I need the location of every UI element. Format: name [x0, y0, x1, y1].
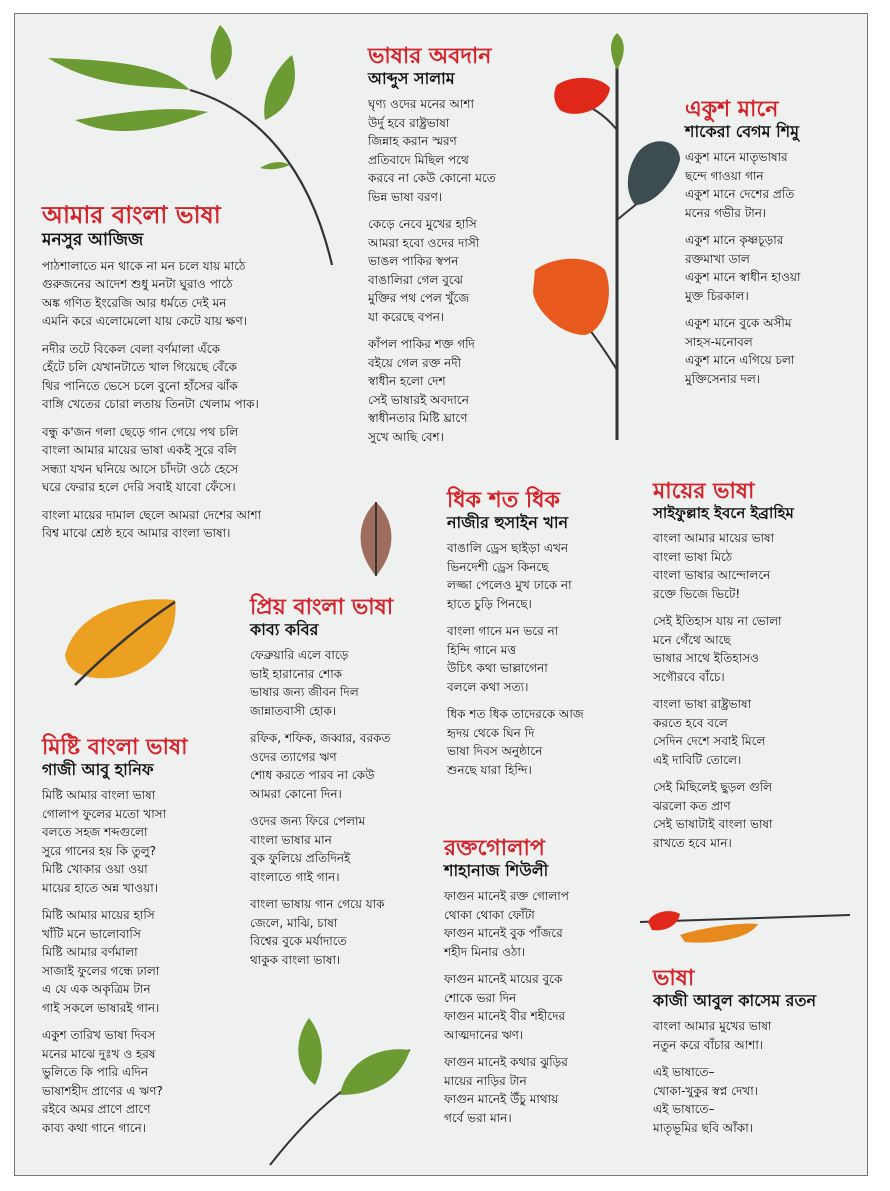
- poem-line: রক্তমাখা ডাল: [685, 251, 750, 266]
- poem-title: মায়ের ভাষা: [653, 479, 755, 504]
- stanza: [42, 786, 187, 897]
- poem-author: কাব্য কবির: [250, 620, 319, 640]
- stanza: [42, 257, 261, 331]
- branch-with-leaves-illustration: [545, 30, 695, 445]
- poem-dhik-shoto-dhik: [447, 488, 584, 788]
- poem-line: একুশ মানে কৃষ্ণচূড়ার: [685, 233, 784, 248]
- poem-line: রফিক, শফিক, জব্বার, বরকত: [250, 731, 391, 746]
- poem-line: মিষ্টি আমার মায়ের হাসি: [42, 908, 155, 923]
- poem-line: রক্তে ভিজে ভিটে!: [653, 586, 741, 601]
- poem-line: সেদিন দেশে সবাই মিলে: [653, 734, 766, 749]
- stanza: [368, 215, 496, 326]
- poem-line: বাংলা ভাষার মান: [250, 832, 332, 847]
- poem-line: একুশ মানে বুকে অসীম: [685, 316, 792, 331]
- poem-author: কাজী আবুল কাসেম রতন: [653, 991, 817, 1011]
- stanza: [250, 646, 393, 720]
- poem-line: ওদের জন্য ফিরে পেলাম: [250, 814, 366, 829]
- poem-line: খাঁটি মনে ভালোবাসি: [42, 926, 141, 941]
- poem-line: বাংলা গানে মন ভরে না: [447, 624, 559, 639]
- stanza: [444, 1053, 569, 1127]
- poem-line: বুক ফুলিয়ে প্রতিদিনই: [250, 851, 351, 866]
- poem-title: ভাষার অবদান: [368, 44, 492, 69]
- stanza: [685, 148, 800, 222]
- poem-title: প্রিয় বাংলা ভাষা: [250, 595, 394, 620]
- poem-line: স্বাধীন হলো দেশ: [368, 374, 446, 389]
- poem-line: এমনি করে এলোমেলো যায় কেটে যায় ক্ষণ।: [42, 314, 248, 329]
- poem-line: গাই সকলে ভাষারই গান।: [42, 1000, 160, 1015]
- poem-line: ভাঙল পাকির স্বপন: [368, 254, 459, 269]
- poem-body: [250, 646, 393, 969]
- poem-bhasha: [653, 966, 816, 1146]
- poem-line: গোলাপ ফুলের মতো খাসা: [42, 806, 167, 821]
- poem-author: আব্দুস সালাম: [368, 69, 455, 89]
- poem-line: লজ্জা পেলেও মুখ ঢাকে না: [447, 578, 572, 593]
- poem-line: মনে গেঁথে আছে: [653, 632, 731, 647]
- poem-line: ভাষার জন্য জীবন দিল: [250, 685, 359, 700]
- poem-line: করবে না কেউ কোনো মতে: [368, 171, 496, 186]
- poem-line: বাংলা ভাষায় গান গেয়ে যাক: [250, 897, 385, 912]
- poem-line: বাঙালিরা গেল বুঝে: [368, 272, 463, 287]
- poem-line: হৃদয় থেকে ঘিন দি: [447, 725, 535, 740]
- stanza: [653, 778, 794, 852]
- poem-line: মায়ের হাতে অন্ন খাওয়া।: [42, 880, 158, 895]
- poem-line: আত্মদানের ঋণ।: [444, 1027, 524, 1042]
- poem-line: অঙ্ক গণিত ইংরেজি আর ধর্মতে দেই মন: [42, 295, 227, 310]
- poem-line: গর্বে ভরা মান।: [444, 1110, 512, 1125]
- poem-line: বাঙ্গি খেতের চোরা লতায় তিনটা খেলাম পাক।: [42, 397, 259, 412]
- poem-line: একুশ মানে মাতৃভাষার: [685, 150, 788, 165]
- poem-line: শোধ করতে পারব না কেউ: [250, 768, 375, 783]
- stanza: [42, 423, 261, 497]
- poem-line: শহীদ মিনার ওঠা।: [444, 944, 526, 959]
- poem-body: [653, 1017, 816, 1137]
- poem-priyo-bangla-bhasha: [250, 595, 393, 978]
- poem-line: একুশ মানে এগিয়ে চলা: [685, 353, 795, 368]
- poem-line: এই দাবিটি তোলে।: [653, 752, 742, 767]
- poem-line: ভাই হারানোর শোক: [250, 666, 343, 681]
- stanza: [250, 895, 393, 969]
- poem-author: গাজী আবু হানিফ: [42, 760, 154, 780]
- poem-line: সেই ইতিহাস যায় না ভোলা: [653, 614, 782, 629]
- poem-line: হেঁটে চলি যেখানটাতে খাল গিয়েছে বেঁকে: [42, 360, 237, 375]
- poem-line: বাঙালি ড্রেস ছাইড়া এখন: [447, 541, 569, 556]
- stanza: [42, 506, 261, 543]
- poem-line: শুনছে যারা হিন্দি।: [447, 762, 532, 777]
- poem-line: সেই ভাষারই অবদানে: [368, 392, 469, 407]
- poem-line: ঘরে ফেরার হলে দেরি সবাই যাবো ফেঁসে।: [42, 480, 236, 495]
- poem-line: মনের মাঝে দুঃখ ও হরষ: [42, 1046, 156, 1061]
- poem-line: থির পানিতে ভেসে চলে বুনো হাঁসের ঝাঁক: [42, 378, 238, 393]
- poem-line: রইবে অমর প্রাণে প্রাণে: [42, 1102, 151, 1117]
- poem-line: এই ভাষাতে–: [653, 1065, 715, 1080]
- stanza: [447, 539, 584, 613]
- poem-author: শাকেরা বেগম শিমু: [685, 122, 800, 142]
- poem-body: [42, 257, 261, 543]
- poem-line: মায়ের নাড়ির টান: [444, 1073, 527, 1088]
- poem-line: উর্দু হবে রাষ্ট্রভাষা: [368, 115, 450, 130]
- poem-line: মিষ্টি আমার বর্ণমালা: [42, 945, 138, 960]
- poem-line: একুশ মানে দেশের প্রতি: [685, 187, 795, 202]
- stanza: [653, 1063, 816, 1137]
- stanza: [685, 314, 800, 388]
- poem-line: বাংলা আমার মুখের ভাষা: [653, 1019, 772, 1034]
- poem-line: মাতৃভূমির ছবি আঁকা।: [653, 1120, 753, 1135]
- stanza: [653, 529, 794, 603]
- poem-line: সাজাই ফুলের গন্ধে ঢালা: [42, 963, 160, 978]
- poem-mishti-bangla-bhasha: [42, 735, 187, 1146]
- poem-author: সাইফুল্লাহ ইবনে ইব্রাহিম: [653, 504, 794, 523]
- poem-bhashar-obodan: [368, 44, 496, 455]
- poem-line: সগৌরবে বাঁচে।: [653, 669, 725, 684]
- poem-line: সুরে গানের হয় কি তুলু?: [42, 843, 157, 858]
- stanza: [42, 340, 261, 414]
- poem-line: কাঁপল পাকির শক্ত গদি: [368, 337, 475, 352]
- stanza: [368, 335, 496, 446]
- poem-line: ভিন্ন ভাষা বরণ।: [368, 189, 443, 204]
- poem-line: বাংলা আমার মায়ের ভাষা: [653, 531, 775, 546]
- poem-line: পাঠশালাতে মন থাকে না মন চলে যায় মাঠে: [42, 258, 246, 273]
- poem-line: মুক্তির পথ পেল খুঁজে: [368, 291, 470, 306]
- poem-line: মিষ্টি খোকার ওয়া ওয়া: [42, 862, 148, 877]
- poem-line: বাংলা ভাষার আন্দোলনে: [653, 568, 771, 583]
- poem-line: বাংলাতে গাই গান।: [250, 869, 340, 884]
- poem-line: বিশ্বের বুকে মর্যাদাতে: [250, 934, 347, 949]
- poem-line: বাংলা ভাষা মিঠে: [653, 549, 733, 564]
- poem-line: এ যে এক অকৃত্রিম টান: [42, 982, 151, 997]
- poem-line: ওদের ত্যাগের ঋণ: [250, 749, 337, 764]
- poem-amar-bangla-bhasha: [42, 202, 261, 552]
- stanza: [250, 812, 393, 886]
- poem-line: বাংলা ভাষা রাষ্ট্রভাষা: [653, 697, 752, 712]
- green-sprig-bottom-illustration: [265, 1010, 415, 1170]
- poem-body: [447, 539, 584, 779]
- poem-line: ধিক শত ধিক তাদেরকে আজ: [447, 707, 584, 722]
- poem-line: নতুন করে বাঁচার আশা।: [653, 1037, 764, 1052]
- stanza: [42, 1026, 187, 1137]
- poem-line: উচিৎ কথা ভাল্লাগেনা: [447, 661, 548, 676]
- poem-author: মনসুর আজিজ: [42, 229, 144, 250]
- poem-line: সাহস-মনোবল: [685, 334, 753, 349]
- poem-line: জেলে, মাঝি, চাষা: [250, 915, 338, 930]
- poem-line: সেই ভাষাটাই বাংলা ভাষা: [653, 817, 773, 832]
- poem-body: [444, 887, 569, 1127]
- orange-leaf-illustration: [55, 590, 185, 700]
- stanza: [653, 1017, 816, 1054]
- poem-line: ঘৃণ্য ওদের মনের আশা: [368, 97, 474, 112]
- poem-line: ফাগুন মানেই মায়ের বুকে: [444, 972, 563, 987]
- poem-title: রক্তগোলাপ: [444, 836, 545, 861]
- poem-line: মুক্তিসেনার দল।: [685, 371, 761, 386]
- poem-title: ভাষা: [653, 966, 695, 991]
- poem-author: নাজীর হুসাইন খান: [447, 513, 569, 533]
- stanza: [447, 622, 584, 696]
- stanza: [444, 887, 569, 961]
- poem-line: আমরা কোনো দিন।: [250, 786, 342, 801]
- poem-line: বিশ্ব মাঝে শ্রেষ্ঠ হবে আমার বাংলা ভাষা।: [42, 526, 231, 541]
- brown-leaf-illustration: [350, 500, 402, 580]
- poem-line: মুক্ত চিরকাল।: [685, 288, 749, 303]
- poem-roktogolap: [444, 836, 569, 1136]
- poem-line: থাকুক বাংলা ভাষা।: [250, 952, 341, 967]
- poem-line: একুশ তারিখ ভাষা দিবস: [42, 1028, 156, 1043]
- poem-line: হিন্দি গানে মত্ত: [447, 642, 517, 657]
- poem-line: ভাষা দিবস অনুষ্ঠানে: [447, 744, 543, 759]
- poem-line: সন্ধ্যা যখন ঘনিয়ে আসে চাঁদটা ওঠে হেসে: [42, 461, 239, 476]
- poem-body: [685, 148, 800, 388]
- poem-line: মিষ্টি আমার বাংলা ভাষা: [42, 788, 156, 803]
- poem-line: খোকা-খুকুর স্বপ্ন দেখা।: [653, 1083, 758, 1098]
- poem-line: বলতে সহজ শব্দগুলো: [42, 825, 148, 840]
- poem-title: মিষ্টি বাংলা ভাষা: [42, 735, 188, 760]
- poem-line: বললে কথা সত্য।: [447, 679, 529, 694]
- poem-body: [653, 529, 794, 852]
- poem-title: একুশ মানে: [685, 97, 779, 122]
- poem-line: এই ভাষাতে–: [653, 1102, 715, 1117]
- stanza: [653, 612, 794, 686]
- poem-line: ভিনদেশী ড্রেস কিনছে: [447, 559, 549, 574]
- poem-line: মনের গভীর টান।: [685, 205, 767, 220]
- poem-line: সেই মিছিলেই ছুড়ল গুলি: [653, 780, 773, 795]
- stanza: [444, 970, 569, 1044]
- poem-line: রাখতে হবে মান।: [653, 835, 732, 850]
- stanza: [653, 695, 794, 769]
- poem-line: ভুলিতে কি পারি এদিন: [42, 1065, 149, 1080]
- poem-line: ছন্দে গাওয়া গান: [685, 168, 764, 183]
- poem-body: [42, 786, 187, 1137]
- poem-line: ফাগুন মানেই রক্ত গোলাপ: [444, 889, 569, 904]
- poem-line: ফাগুন মানেই কথার ঝুড়ির: [444, 1055, 568, 1070]
- poem-line: কেড়ে নেবে মুখের হাসি: [368, 217, 477, 232]
- poem-line: জান্নাতবাসী হোক।: [250, 703, 337, 718]
- poem-line: ঝরলো কত প্রাণ: [653, 798, 731, 813]
- poem-line: নদীর তটে বিকেল বেলা বর্ণমালা এঁকে: [42, 341, 221, 356]
- poem-line: বন্ধু ক'জন গলা ছেড়ে গান গেয়ে পথ চলি: [42, 424, 239, 439]
- poem-ekush-mane: [685, 97, 800, 397]
- poem-line: করতে হবে বলে: [653, 715, 728, 730]
- poem-line: ফাগুন মানেই বীর শহীদের: [444, 1009, 566, 1024]
- poem-line: শোকে ভরা দিন: [444, 990, 517, 1005]
- poem-author: শাহানাজ শিউলী: [444, 861, 549, 881]
- poem-line: বাংলা আমার মায়ের ভাষা একই সুরে বলি: [42, 443, 237, 458]
- poem-line: গুরুজনের আদেশ শুধু মনটা ঘুরাও পাঠে: [42, 277, 233, 292]
- poem-line: জিন্নাহ করান স্মরণ: [368, 134, 457, 149]
- poem-line: ভাষার সাথে ইতিহাসও: [653, 651, 759, 666]
- poem-title: আমার বাংলা ভাষা: [42, 201, 221, 229]
- poem-line: আমরা হবো ওদের দাসী: [368, 235, 480, 250]
- poem-line: বাংলা মায়ের দামাল ছেলে আমরা দেশের আশা: [42, 507, 262, 522]
- poem-line: প্রতিবাদে মিছিল পথে: [368, 152, 469, 167]
- poem-line: একুশ মানে স্বাধীন হাওয়া: [685, 270, 801, 285]
- poem-title: ধিক শত ধিক: [447, 488, 560, 513]
- poem-line: থোকা থোকা ফোঁটা: [444, 907, 535, 922]
- poem-line: যা করেছে বপন।: [368, 309, 445, 324]
- poem-line: বইয়ে গেল রক্ত নদী: [368, 355, 462, 370]
- poem-line: সুখে আছি বেশ।: [368, 429, 444, 444]
- poem-line: হাতে চুড়ি পিনছে।: [447, 596, 532, 611]
- stanza: [250, 729, 393, 803]
- poem-line: কাব্য কথা গানে গানে।: [42, 1120, 147, 1135]
- poem-line: ফাগুন মানেই বুক পাঁজরে: [444, 926, 563, 941]
- red-orange-leaf-illustration: [640, 900, 860, 950]
- stanza: [368, 95, 496, 206]
- poem-line: ফাগুন মানেই উঁচু মাথায়: [444, 1092, 559, 1107]
- stanza: [42, 906, 187, 1017]
- poem-line: স্বাধীনতার মিষ্টি ঘ্রাণে: [368, 411, 468, 426]
- stanza: [447, 705, 584, 779]
- poem-body: [368, 95, 496, 446]
- poem-mayer-bhasha: [653, 479, 794, 861]
- poem-line: ভাষাশহীদ প্রাণের এ ঋণ?: [42, 1083, 163, 1098]
- stanza: [685, 231, 800, 305]
- poem-line: ফেব্রুয়ারি এলে বাড়ে: [250, 648, 349, 663]
